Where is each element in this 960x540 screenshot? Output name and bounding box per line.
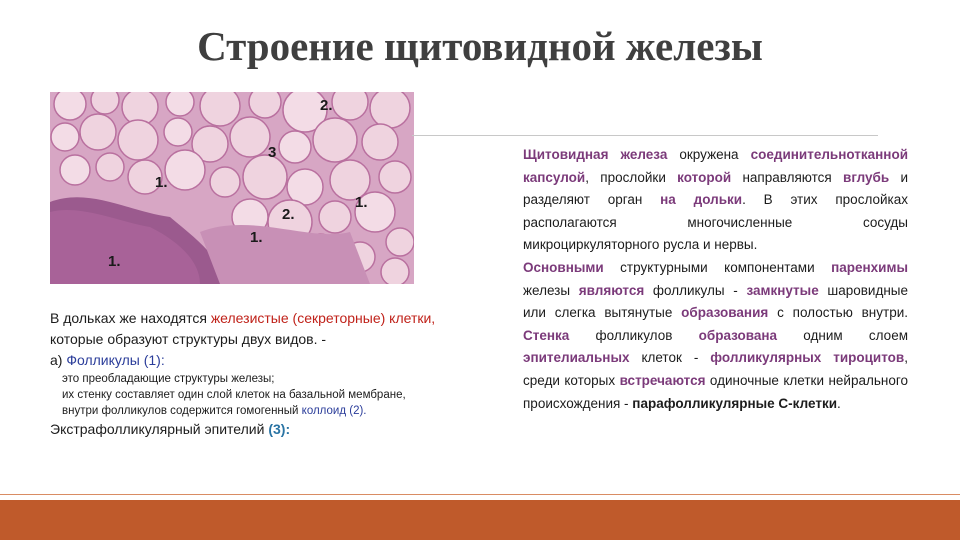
p2-segment: одним слоем xyxy=(777,327,908,343)
intro-paragraph xyxy=(50,308,450,350)
follicle-note-2: их стенку составляет один слой клеток на базальной мембране, xyxy=(62,389,406,401)
p2-segment: образована xyxy=(698,327,778,343)
p1-segment: Щитовидная железа xyxy=(523,147,668,162)
extrafollicular-number: (3): xyxy=(268,421,291,437)
follicle-shape xyxy=(381,258,409,284)
p2-segment: фолликулы - xyxy=(644,282,747,298)
extrafollicular-item xyxy=(50,419,450,440)
follicle-shape xyxy=(91,92,119,114)
image-marker-label: 1. xyxy=(155,174,168,191)
follicle-shape xyxy=(54,92,86,120)
p2-segment: . xyxy=(837,395,841,411)
paragraph-parenchyma xyxy=(523,257,908,415)
intro-highlight: железистые (секреторные) клетки, xyxy=(210,310,436,326)
p2-segment: железы xyxy=(523,282,579,298)
follicle-shape xyxy=(210,167,240,197)
image-marker-label: 3 xyxy=(268,144,277,161)
histology-image xyxy=(50,92,414,284)
follicles-colon: : xyxy=(160,352,165,368)
follicle-note-3 xyxy=(50,403,450,419)
p2-segment: Основными xyxy=(523,259,604,275)
colloid-label: коллоид (2). xyxy=(301,405,367,417)
p2-segment: образования xyxy=(681,305,769,321)
p1-segment: , прослойки xyxy=(585,169,678,185)
follicle-shape xyxy=(379,161,411,193)
p2-segment: Стенка xyxy=(523,327,570,343)
footer-divider xyxy=(0,494,960,495)
p1-segment: и разделяют орган xyxy=(523,169,909,208)
image-marker-label: 1. xyxy=(108,253,121,270)
p1-segment: окружена xyxy=(667,147,751,162)
p2-segment: клеток - xyxy=(629,350,711,366)
follicles-label: Фолликулы (1) xyxy=(66,352,161,368)
p2-segment: эпителиальных xyxy=(523,350,630,366)
follicle-shape xyxy=(164,118,192,146)
follicle-shape xyxy=(313,118,357,162)
p1-segment: . В этих прослойках располагаются многочисленные сосуды микроциркуляторного русла и нервы. xyxy=(523,192,908,253)
follicle-shape xyxy=(243,155,287,199)
follicle-shape xyxy=(166,92,194,116)
follicle-shape xyxy=(165,150,205,190)
follicle-shape xyxy=(332,92,368,120)
follicle-shape xyxy=(249,92,281,118)
follicle-shape xyxy=(370,92,410,128)
p2-segment: фолликулярных тироцитов xyxy=(710,350,905,366)
follicles-item xyxy=(50,350,450,371)
follicle-shape xyxy=(118,120,158,160)
p1-segment: соединительнотканной капсулой xyxy=(523,147,908,185)
follicle-shape xyxy=(96,153,124,181)
follicle-note-1: это преобладающие структуры железы; xyxy=(62,373,275,385)
follicle-shape xyxy=(319,201,351,233)
p1-segment: направляются xyxy=(731,169,844,185)
slide-title: Строение щитовидной железы xyxy=(197,23,763,69)
image-marker-label: 2. xyxy=(282,206,295,223)
left-text-block xyxy=(50,308,450,440)
intro-text-end: которые образуют структуры двух видов. - xyxy=(50,331,327,347)
follicle-shape xyxy=(279,131,311,163)
footer-bar xyxy=(0,500,960,540)
image-marker-label: 1. xyxy=(355,194,368,211)
right-text-block xyxy=(523,144,908,415)
divider-line xyxy=(412,135,878,136)
image-marker-label: 2. xyxy=(320,97,333,114)
image-marker-label: 1. xyxy=(250,229,263,246)
p2-segment: фолликулов xyxy=(569,327,699,343)
p2-segment: шаровидные или слегка вытянутые xyxy=(523,282,908,321)
p1-segment: на дольки xyxy=(660,192,743,208)
p2-segment: замкнутые xyxy=(746,282,819,298)
follicle-shape xyxy=(51,123,79,151)
follicle-shape xyxy=(230,117,270,157)
follicle-shape xyxy=(362,124,398,160)
p2-segment: паренхимы xyxy=(831,259,908,275)
follicle-shape xyxy=(60,155,90,185)
extrafollicular-text: Экстрафолликулярный эпителий xyxy=(50,421,269,437)
p2-segment: с полостью внутри. xyxy=(768,305,908,321)
follicle-shape xyxy=(80,114,116,150)
follicle-note-3-text: внутри фолликулов содержится гомогенный xyxy=(62,405,302,417)
p1-segment: которой xyxy=(677,169,732,185)
p1-segment: вглубь xyxy=(843,169,890,185)
item-prefix: а) xyxy=(50,352,67,368)
p2-segment: являются xyxy=(578,282,645,298)
paragraph-capsule xyxy=(523,144,908,257)
follicle-shape xyxy=(386,228,414,256)
p2-segment: одиночные клетки нейрального происхождения - xyxy=(523,372,908,411)
p2-segment: , среди которых xyxy=(523,350,908,388)
p2-segment: встречаются xyxy=(619,372,706,388)
intro-text: В дольках же находятся xyxy=(50,310,211,326)
p2-segment: структурными компонентами xyxy=(603,259,832,275)
p2-segment: парафолликулярные С-клетки xyxy=(632,395,837,411)
follicle-shape xyxy=(200,92,240,126)
